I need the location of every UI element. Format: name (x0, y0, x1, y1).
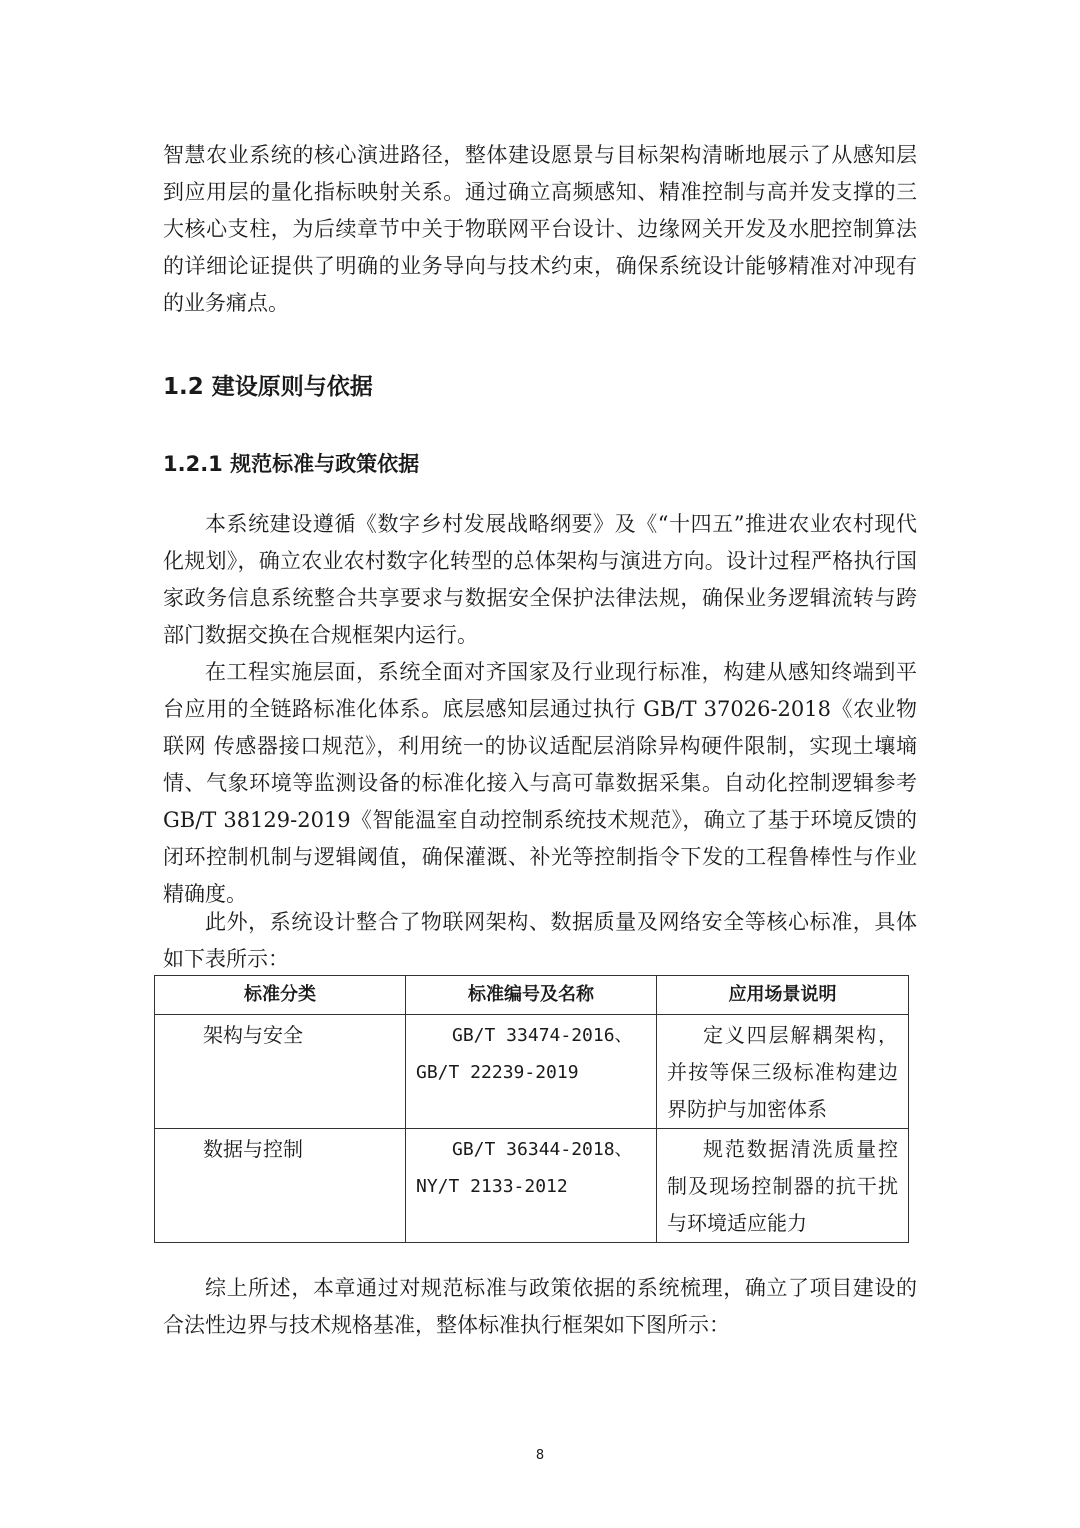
table-header-row (155, 976, 909, 1015)
page-number: 8 (535, 1448, 545, 1463)
table-cell-category: 架构与安全 (155, 1015, 406, 1129)
subsection-heading: 1.2.1 规范标准与政策依据 (163, 452, 420, 476)
table-cell-description: 定义四层解耦架构，并按等保三级标准构建边界防护与加密体系 (657, 1015, 909, 1129)
standard-code: GB/T 33474-2016、 (452, 1025, 633, 1046)
table-cell-code (406, 1129, 657, 1243)
section-heading: 1.2 建设原则与依据 (163, 374, 373, 400)
table-header-code: 标准编号及名称 (406, 976, 657, 1015)
body-paragraph-2: 在工程实施层面，系统全面对齐国家及行业现行标准，构建从感知终端到平台应用的全链路标准化体系。底层感知层通过执行 GB/T 37026-2018《农业物联网 传感器接口规范》，利用统一的协议适配层消除异构硬件限制，实现土壤墒情、气象环境等监测设备的标准化接入与高可靠数据采集。自动化控制逻辑参考 GB/T 38129-2019《智能温室自动控制系统技术规范》，确立了基于环境反馈的闭环控制机制与逻辑阈值，确保灌溉、补光等控制指令下发的工程鲁棒性与作业精确度。 (163, 660, 917, 906)
intro-paragraph: 智慧农业系统的核心演进路径，整体建设愿景与目标架构清晰地展示了从感知层到应用层的量化指标映射关系。通过确立高频感知、精准控制与高并发支撑的三大核心支柱，为后续章节中关于物联网平台设计、边缘网关开发及水肥控制算法的详细论证提供了明确的业务导向与技术约束，确保系统设计能够精准对冲现有的业务痛点。 (163, 143, 917, 315)
standard-code: GB/T 22239-2019 (416, 1062, 579, 1083)
table-header-category: 标准分类 (155, 976, 406, 1015)
body-paragraph-3: 此外，系统设计整合了物联网架构、数据质量及网络安全等核心标准，具体如下表所示： (163, 910, 917, 971)
table-cell-category: 数据与控制 (155, 1129, 406, 1243)
table-row (155, 1129, 909, 1243)
standard-code: GB/T 36344-2018、 (452, 1139, 633, 1160)
standards-table (154, 975, 909, 1243)
table-cell-description: 规范数据清洗质量控制及现场控制器的抗干扰与环境适应能力 (657, 1129, 909, 1243)
conclusion-paragraph: 综上所述，本章通过对规范标准与政策依据的系统梳理，确立了项目建设的合法性边界与技术规格基准，整体标准执行框架如下图所示： (163, 1276, 917, 1337)
table-row (155, 1015, 909, 1129)
body-paragraph-1: 本系统建设遵循《数字乡村发展战略纲要》及《“十四五”推进农业农村现代化规划》，确立农业农村数字化转型的总体架构与演进方向。设计过程严格执行国家政务信息系统整合共享要求与数据安全保护法律法规，确保业务逻辑流转与跨部门数据交换在合规框架内运行。 (163, 512, 917, 647)
standard-code: NY/T 2133-2012 (416, 1176, 568, 1197)
table-cell-code (406, 1015, 657, 1129)
table-header-description: 应用场景说明 (657, 976, 909, 1015)
